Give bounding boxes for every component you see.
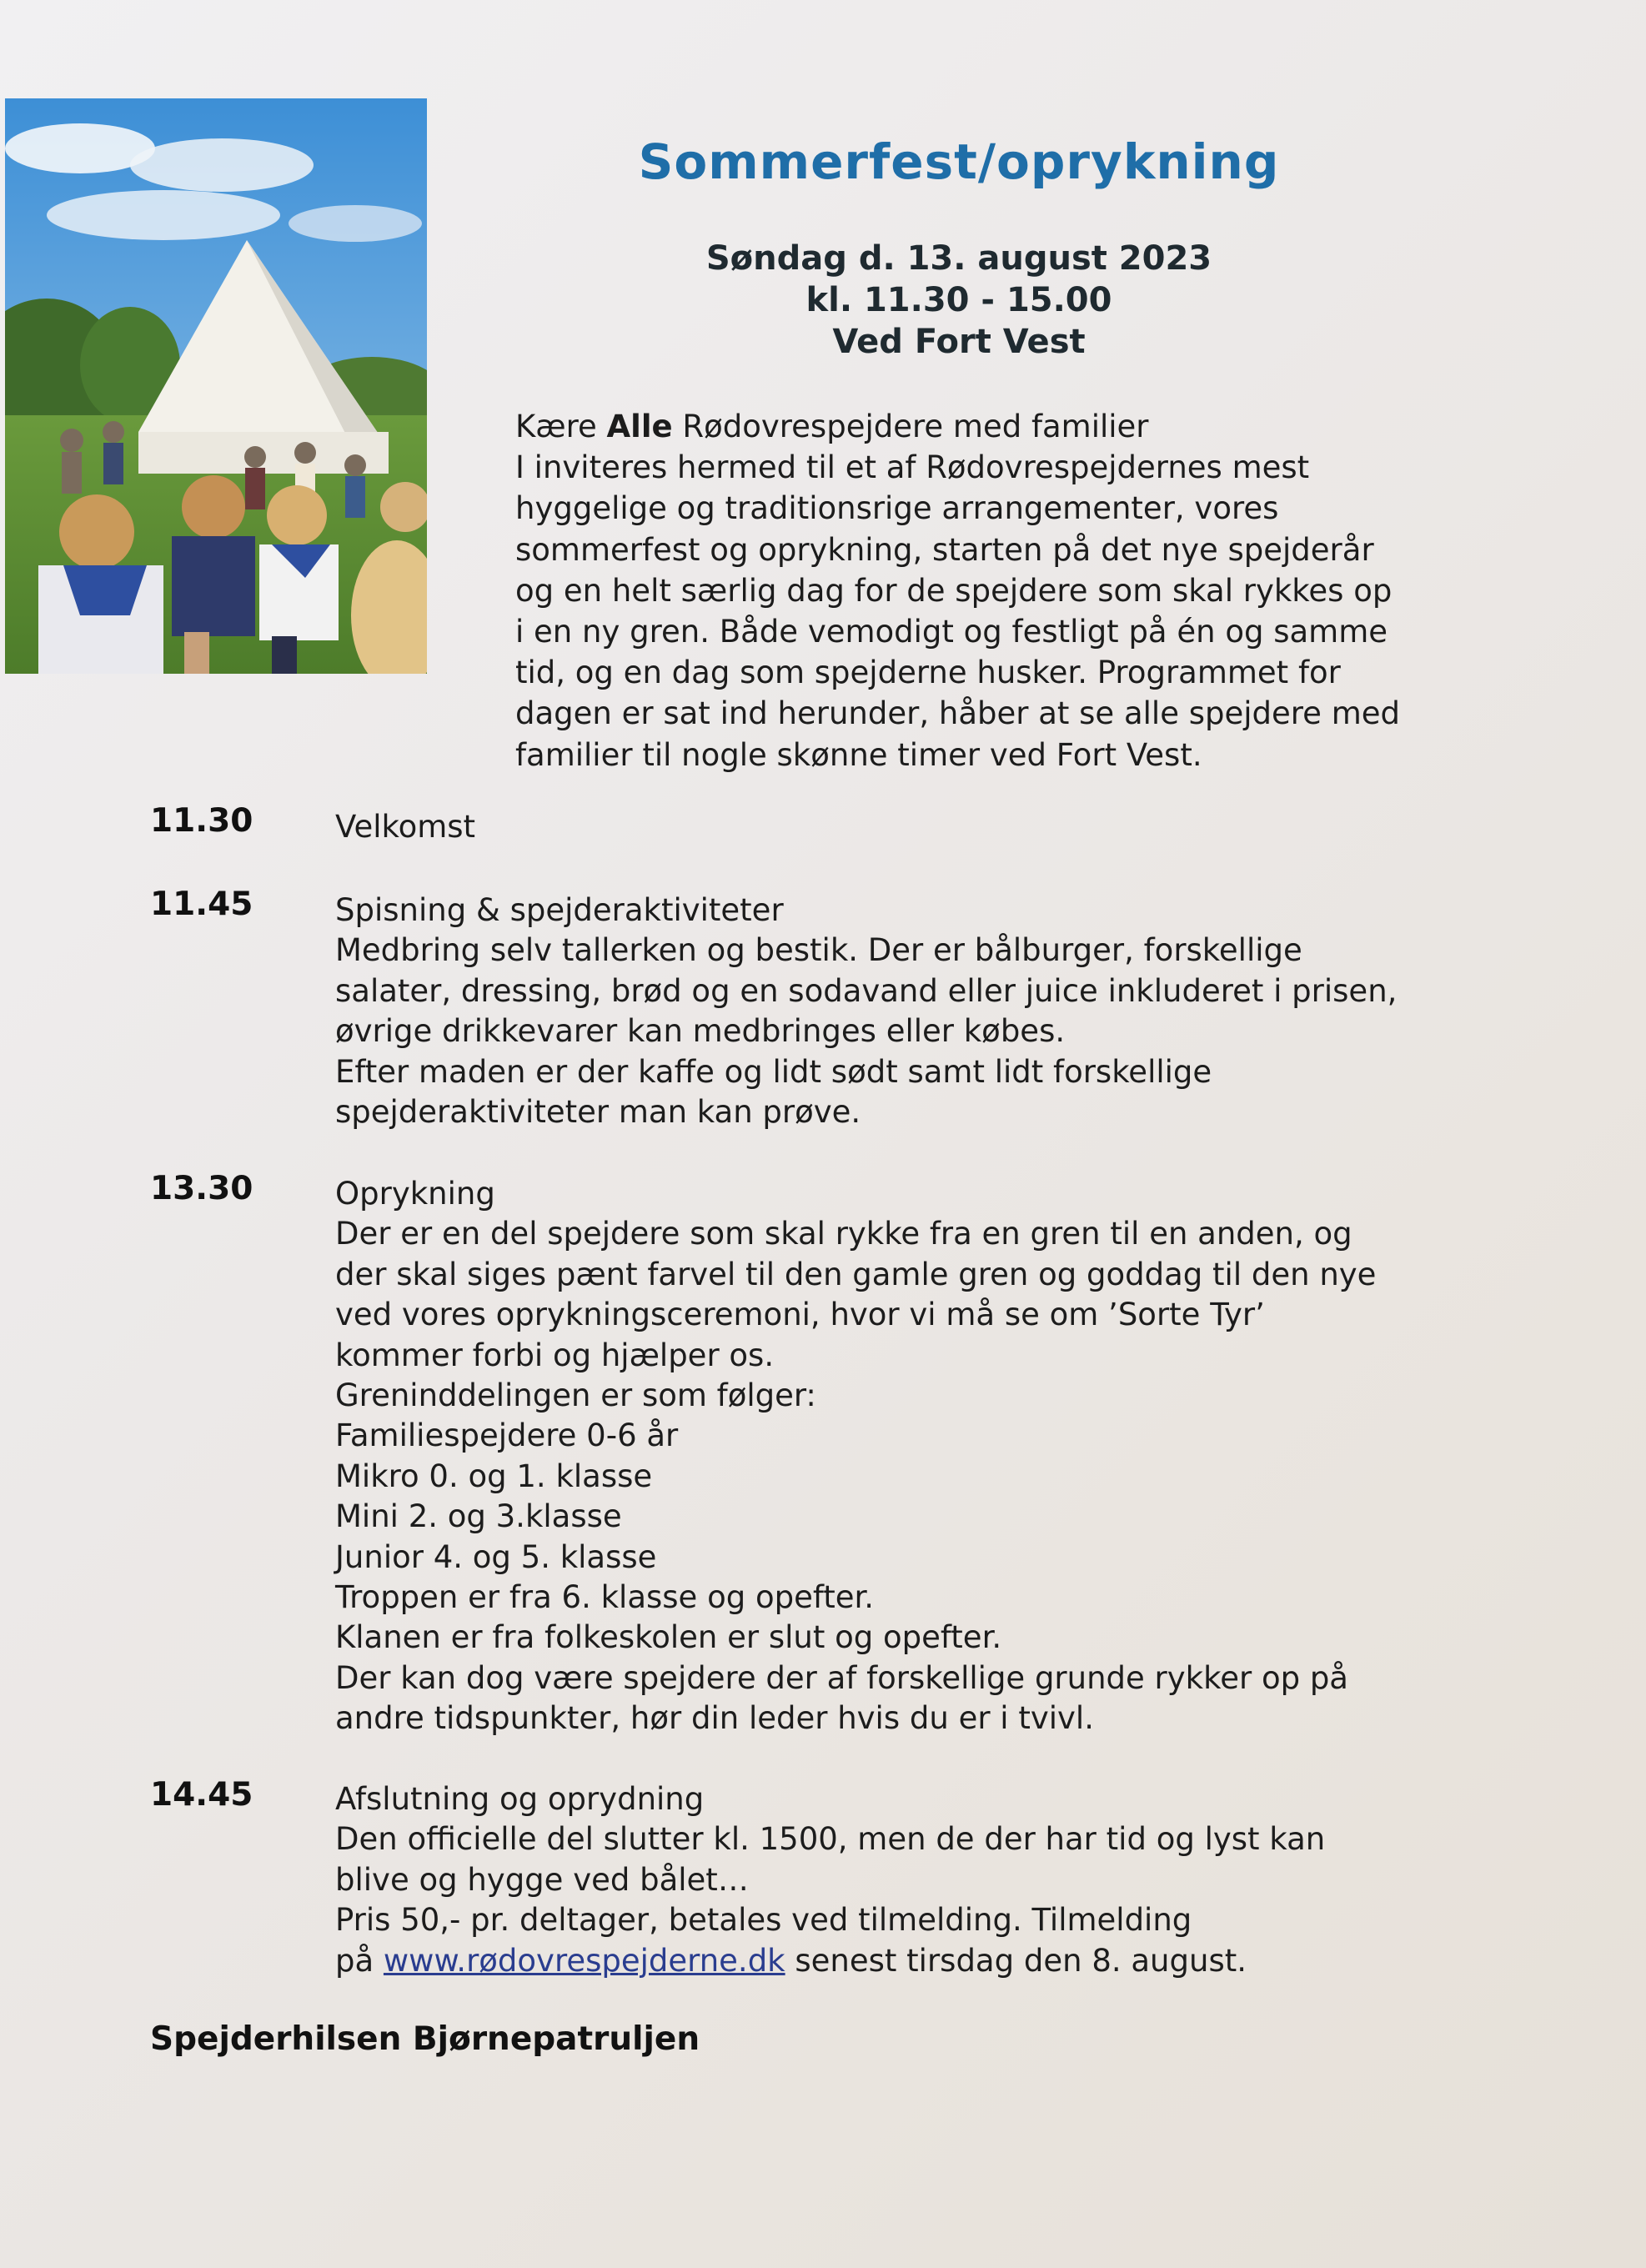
program-line: Den officielle del slutter kl. 1500, men de der har tid og lyst kan: [335, 1821, 1326, 1858]
program-line: Afslutning og oprydning: [335, 1781, 705, 1817]
intro-greeting: [515, 406, 1516, 447]
program-line: blive og hygge ved bålet…: [335, 1861, 749, 1898]
program-line: Oprykning: [335, 1176, 495, 1212]
program-line: Klanen er fra folkeskolen er slut og opefter.: [335, 1619, 1002, 1656]
intro-paragraph: [515, 406, 1516, 775]
event-photo: [5, 98, 427, 674]
event-place: Ved Fort Vest: [832, 323, 1086, 361]
signup-pre: på: [335, 1942, 384, 1979]
program-line: Familiespejdere 0-6 år: [335, 1418, 679, 1454]
program-time: 13.30: [150, 1170, 253, 1207]
program-line: ved vores oprykningsceremoni, hvor vi må se om ’Sorte Tyr’: [335, 1297, 1265, 1333]
program-time: 14.45: [150, 1776, 253, 1814]
greeting-post: Rødovrespejdere med familier: [672, 409, 1149, 444]
program-line: Greninddelingen er som følger:: [335, 1377, 816, 1414]
intro-line: sommerfest og oprykning, starten på det nye spejderår: [515, 531, 1374, 568]
program-line: andre tidspunkter, hør din leder hvis du er i tvivl.: [335, 1700, 1094, 1737]
greeting-pre: Kære: [515, 409, 607, 444]
program-item: [335, 891, 1519, 1132]
greeting-bold: Alle: [606, 409, 673, 444]
program-line: Velkomst: [335, 809, 476, 845]
intro-line: dagen er sat ind herunder, håber at se alle spejdere med: [515, 695, 1400, 732]
program-line: Junior 4. og 5. klasse: [335, 1538, 657, 1575]
program-line: salater, dressing, brød og en sodavand eller juice inkluderet i prisen,: [335, 972, 1398, 1009]
event-time: kl. 11.30 - 15.00: [805, 281, 1112, 319]
program-item: [335, 1779, 1519, 1981]
page-title: Sommerfest/oprykning: [638, 133, 1280, 190]
program-line: spejderaktiviteter man kan prøve.: [335, 1094, 861, 1131]
intro-line: og en helt særlig dag for de spejdere som skal rykkes op: [515, 572, 1393, 609]
program-item: [335, 1174, 1519, 1739]
signoff: Spejderhilsen Bjørnepatruljen: [150, 2020, 700, 2058]
signup-line: [335, 1941, 1519, 1981]
program-line: Mikro 0. og 1. klasse: [335, 1458, 653, 1494]
program-line: kommer forbi og hjælper os.: [335, 1337, 775, 1373]
website-link[interactable]: www.rødovrespejderne.dk: [383, 1942, 785, 1979]
program-line: der skal siges pænt farvel til den gamle gren og goddag til den nye: [335, 1256, 1377, 1292]
signup-post: senest tirsdag den 8. august.: [785, 1942, 1247, 1979]
program-line: Spisning & spejderaktiviteter: [335, 892, 784, 928]
event-date: Søndag d. 13. august 2023: [705, 239, 1212, 278]
program-line: Pris 50,- pr. deltager, betales ved tilmelding. Tilmelding: [335, 1902, 1192, 1939]
program-line: Der er en del spejdere som skal rykke fra en gren til en anden, og: [335, 1216, 1352, 1252]
intro-line: tid, og en dag som spejderne husker. Programmet for: [515, 655, 1341, 691]
program-line: Medbring selv tallerken og bestik. Der er bålburger, forskellige: [335, 932, 1302, 969]
program-time: 11.30: [150, 802, 253, 840]
program-line: Der kan dog være spejdere der af forskellige grunde rykker op på: [335, 1659, 1348, 1696]
program-line: øvrige drikkevarer kan medbringes eller købes.: [335, 1013, 1066, 1050]
intro-line: i en ny gren. Både vemodigt og festligt på én og samme: [515, 614, 1388, 650]
program-item: [335, 807, 1519, 847]
intro-line: familier til nogle skønne timer ved Fort Vest.: [515, 736, 1202, 773]
event-details: [467, 238, 1451, 363]
program-line: Efter maden er der kaffe og lidt sødt samt lidt forskellige: [335, 1053, 1212, 1090]
intro-line: I inviteres hermed til et af Rødovrespejdernes mest: [515, 449, 1310, 486]
program-line: Mini 2. og 3.klasse: [335, 1498, 622, 1535]
program-line: Troppen er fra 6. klasse og opefter.: [335, 1579, 875, 1616]
program-time: 11.45: [150, 886, 253, 923]
intro-line: hyggelige og traditionsrige arrangementer, vores: [515, 490, 1279, 527]
